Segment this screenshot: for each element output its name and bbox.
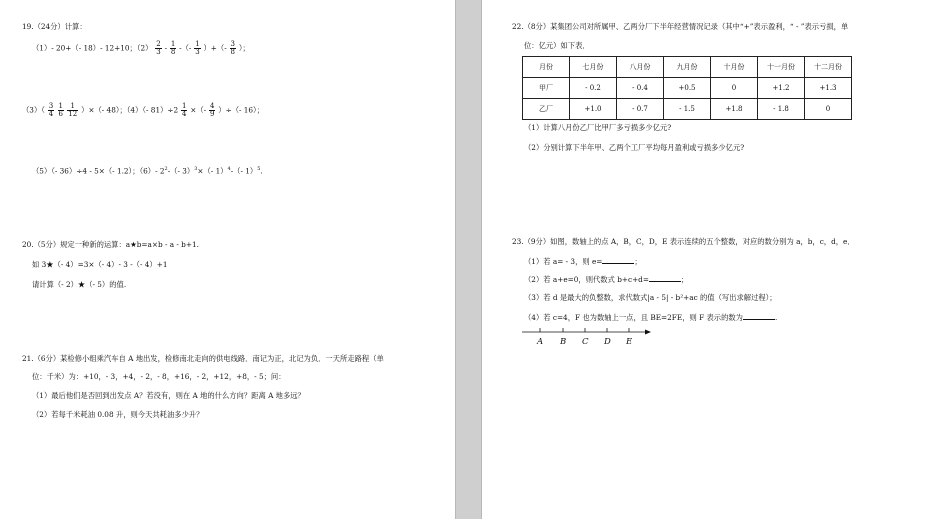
table-row xyxy=(523,78,852,99)
q22-sub1: （1）计算八月份乙厂比甲厂多亏损多少亿元? xyxy=(524,123,672,132)
table-cell: +1.3 xyxy=(805,78,852,99)
q21-line3: （1）最后他们是否回到出发点 A？若没有，则在 A 地的什么方向？距离 A 地多远？ xyxy=(32,391,305,400)
table-cell: - 0.7 xyxy=(617,99,664,120)
q22-table xyxy=(522,56,852,120)
table-cell: +0.5 xyxy=(664,78,711,99)
q21-line1: 21.（6分）某检修小组乘汽车自 A 地出发，检修南北走向的供电线路．南记为正，北记为负．一天所走路程（单 xyxy=(22,354,384,363)
q19-part1-2: （1）- 20+（- 18）- 12+10；（2） $\frac{2}{3}$ - $\frac{1}{8}$ -（- $\frac{1}{3}$ ）+（- $\frac{3}{8}$ ）； xyxy=(32,40,250,56)
q19-part3-4: （3）（ $\frac{3}{4}$ $\frac{1}{6}$ $\frac{1}{12}$ ）×（- 48）；（4）（- 81）÷2 $\frac{1}{4}$ ×（- $\frac{4}{9}$ ）÷（- 16）； xyxy=(22,102,265,118)
table-cell: 甲厂 xyxy=(523,78,570,99)
q22-sub2: （2）分别计算下半年甲、乙两个工厂平均每月盈利或亏损多少亿元? xyxy=(524,143,745,152)
point-label: B xyxy=(560,337,567,347)
q23-sub1: （1）若 a= - 3，则 e= ； xyxy=(524,257,642,266)
page-gutter xyxy=(455,0,482,519)
point-label: A xyxy=(537,337,544,347)
table-cell: 八月份 xyxy=(617,57,664,78)
answer-blank xyxy=(743,311,775,320)
table-cell: +1.8 xyxy=(711,99,758,120)
table-cell: - 0.4 xyxy=(617,78,664,99)
q20-line2: 如 3★（- 4）=3×（- 4）- 3 -（- 4）+1 xyxy=(32,260,168,269)
table-cell: - 0.2 xyxy=(570,78,617,99)
q22-line2: 位：亿元）如下表． xyxy=(524,41,590,50)
q21-line2: 位：千米）为：+10，- 3，+4，- 2，- 8，+16，- 2，+12，+8，- 5；问： xyxy=(32,372,286,381)
table-cell: 月份 xyxy=(523,57,570,78)
q19-heading: 19.（24分）计算： xyxy=(22,22,87,31)
answer-blank xyxy=(602,255,634,264)
table-cell: +1.2 xyxy=(758,78,805,99)
point-label: C xyxy=(582,337,589,347)
table-header-row xyxy=(523,57,852,78)
q20-line1: 20.（5分）规定一种新的运算：a★b=a×b - a - b+1. xyxy=(22,240,199,249)
q22-line1: 22.（8分）某集团公司对所属甲、乙两分厂下半年经营情况记录（其中“+”表示盈利，“ - ”表示亏损，单 xyxy=(512,22,849,31)
table-cell: - 1.5 xyxy=(664,99,711,120)
table-cell: 0 xyxy=(805,99,852,120)
q23-sub2: （2）若 a+e=0，则代数式 b+c+d= ； xyxy=(524,275,689,284)
q21-line4: （2）若每千米耗油 0.08 升，则今天共耗油多少升？ xyxy=(32,410,204,419)
q23-sub3: （3）若 d 是最大的负整数，求代数式|a - 5| - b²+ac 的值（写出求解过程）； xyxy=(524,293,777,302)
table-cell: 乙厂 xyxy=(523,99,570,120)
answer-blank xyxy=(649,273,681,282)
table-cell: 九月份 xyxy=(664,57,711,78)
table-cell: +1.0 xyxy=(570,99,617,120)
table-cell: 0 xyxy=(711,78,758,99)
point-label: E xyxy=(626,337,633,347)
table-cell: 十一月份 xyxy=(758,57,805,78)
table-cell: 十二月份 xyxy=(805,57,852,78)
q19-part5-6: （5）（- 36）÷4 - 5×（- 1.2）；（6）- $2^2-(-$ 3）$^3$×（- 1）$^4$-（- 1）$^5$. xyxy=(32,166,263,176)
table-cell: 七月份 xyxy=(570,57,617,78)
table-row xyxy=(523,99,852,120)
point-label: D xyxy=(604,337,611,347)
q23-line1: 23.（9分）如图，数轴上的点 A，B，C，D，E 表示连续的五个整数，对应的数分别为 a，b，c，d，e． xyxy=(512,237,855,246)
table-cell: - 1.8 xyxy=(758,99,805,120)
table-cell: 十月份 xyxy=(711,57,758,78)
q20-line3: 请计算（- 2）★（- 5）的值. xyxy=(32,280,127,289)
q23-sub4: （4）若 c=4，F 也为数轴上一点，且 BE=2FE，则 F 表示的数为 . xyxy=(524,313,778,322)
